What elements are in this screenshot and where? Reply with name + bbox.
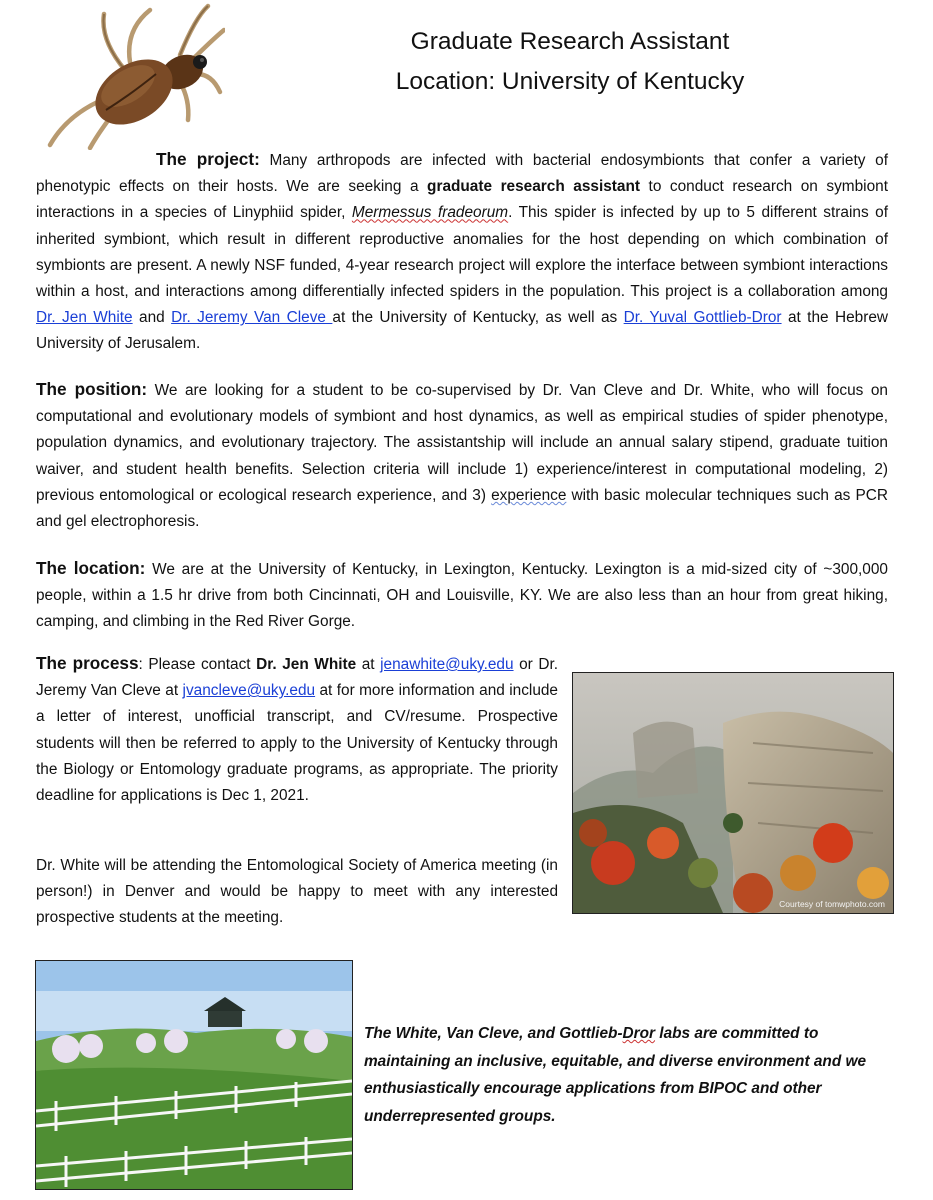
- title-line-1: Graduate Research Assistant: [410, 28, 730, 55]
- position-text-1: We are looking for a student to be co-supervised by Dr. Van Cleve and Dr. White, who will focus on computational and evolutionary models of symbiont and host dynamics, as well as empirical studies of spider phenotype, population dynamics, and evolutionary trajectory. The assistantship will include an annual salary stipend, graduate tuition waiver, and student health benefits. Selection criteria will include 1) experience/interest in computational modeling, 2) previous entomological or ecological research experience, and 3): [36, 382, 888, 504]
- link-yuval-gottlieb-dror[interactable]: Dr. Yuval Gottlieb-Dror: [623, 309, 782, 327]
- process-section: [36, 650, 558, 809]
- project-text-4: and: [132, 309, 172, 327]
- process-contact: Dr. Jen White: [256, 656, 357, 673]
- closing-dror: Dror: [622, 1025, 656, 1042]
- closing-text-2: labs are committed to maintaining an inclusive, equitable, and diverse environment and we enthusiastically encourage applications from BIPOC and other underrepresented groups.: [364, 1025, 867, 1125]
- esa-paragraph: Dr. White will be attending the Entomological Society of America meeting (in person!) in Denver and would be happy to meet with any interested prospective students at the meeting.: [36, 857, 558, 927]
- project-text-1: Many arthropods are infected with bacterial endosymbionts that confer a variety of phenotypic effects on their hosts. We are seeking a: [36, 152, 888, 196]
- email-jvancleve[interactable]: jvancleve@uky.edu: [182, 682, 316, 700]
- closing-text-1: The White, Van Cleve, and Gottlieb-: [364, 1025, 623, 1042]
- project-text-2: to conduct research on symbiont interactions in a species of Linyphiid spider,: [36, 178, 888, 222]
- project-text-3: . This spider is infected by up to 5 different strains of inherited symbiont, which result in different reproductive anomalies for the host depending on which combination of symbionts are present. A newly NSF funded, 4-year research project will explore the interface between symbiont interactions within a host, and interactions among differentially infected spiders in the population. This project is a collaboration among: [36, 204, 888, 301]
- closing-statement: [364, 1020, 904, 1130]
- project-role: graduate research assistant: [427, 178, 641, 196]
- link-jen-white[interactable]: Dr. Jen White: [36, 309, 133, 327]
- link-jeremy-van-cleve[interactable]: Dr. Jeremy Van Cleve: [171, 309, 333, 327]
- project-text-5: at the University of Kentucky, as well as: [332, 309, 624, 327]
- email-jenawhite[interactable]: jenawhite@uky.edu: [380, 656, 514, 673]
- location-heading: The location:: [36, 558, 146, 578]
- process-text-4: at for more information and include a letter of interest, unofficial transcript, and CV/resume. Prospective students will then be referred to apply to the University of Kentucky through the Biology or Entomology graduate programs, as appropriate. The priority deadline for applications is Dec 1, 2021.: [36, 682, 558, 805]
- farm-photo: [35, 960, 353, 1190]
- gorge-illustration: [573, 673, 893, 913]
- experience-word: experience: [491, 486, 567, 504]
- project-heading: The project:: [156, 149, 260, 169]
- process-text-3: or Dr. Jeremy Van Cleve at: [36, 656, 558, 700]
- location-section: [36, 555, 888, 636]
- process-text-2: at: [356, 656, 381, 673]
- page-title: [300, 22, 840, 102]
- position-heading: The position:: [36, 379, 148, 399]
- species-name: Mermessus fradeorum: [351, 204, 509, 222]
- gorge-photo: [572, 672, 894, 914]
- farm-illustration: [36, 961, 352, 1189]
- location-text: We are at the University of Kentucky, in Lexington, Kentucky. Lexington is a mid-sized city of ~300,000 people, within a 1.5 hr drive from both Cincinnati, OH and Louisville, KY. We are also less than an hour from great hiking, camping, and climbing in the Red River Gorge.: [36, 561, 888, 631]
- position-text-2: with basic molecular techniques such as PCR and gel electrophoresis.: [36, 486, 888, 531]
- position-section: [36, 376, 888, 535]
- project-section: [36, 146, 888, 358]
- spider-icon: [30, 0, 225, 150]
- process-text-1: : Please contact: [138, 656, 257, 673]
- project-text-6: at the Hebrew University of Jerusalem.: [36, 309, 889, 353]
- photo-credit: Courtesy of tomwphoto.com: [779, 899, 885, 909]
- process-heading: The process: [36, 653, 139, 673]
- title-line-2: Location: University of Kentucky: [395, 68, 745, 95]
